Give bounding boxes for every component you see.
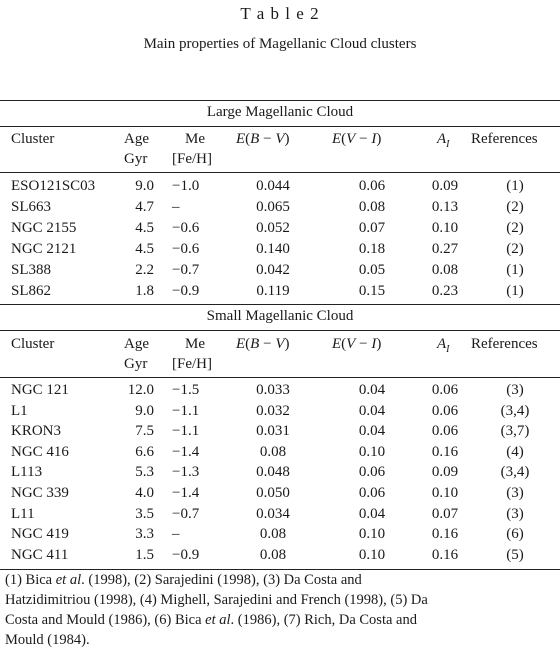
smc-hdr-ref: References (471, 336, 538, 352)
reference-value: (3,4) (500, 464, 530, 481)
lmc-table-row (0, 199, 560, 221)
metallicity-value: −1.4 (172, 485, 200, 501)
lmc-hdr-me: Me (185, 131, 205, 147)
top-rule (0, 100, 560, 101)
ebv-value: 0.065 (256, 199, 290, 215)
age-value: 2.2 (135, 262, 154, 278)
ai-value: 0.23 (431, 283, 459, 299)
evi-value: 0.06 (358, 485, 386, 501)
ebv-value: 0.044 (256, 178, 290, 194)
references-notes: (1) Bica et al. (1998), (2) Sarajedini (1998), (3) Da Costa and Hatzidimitriou (1998), (4) Mighell, Sarajedini and French (1998), (5) Da Costa and Mould (1986), (6) Bica et al. (1986), (7) Rich, Da Costa and Mould (1984). (5, 572, 428, 648)
smc-top-rule (0, 304, 560, 305)
evi-value: 0.18 (358, 241, 386, 257)
reference-value: (6) (506, 526, 524, 543)
lmc-heading: Large Magellanic Cloud (206, 104, 354, 120)
smc-hdr-ai: $A_I$ (437, 336, 450, 355)
age-value: 9.0 (135, 402, 154, 419)
ebv-value: 0.140 (256, 241, 290, 257)
metallicity-value: −1.4 (172, 443, 200, 460)
smc-hdr-cluster: Cluster (11, 336, 55, 352)
cluster-name: L11 (11, 505, 35, 522)
metallicity-value: −1.3 (172, 464, 200, 481)
lmc-heading-rule (0, 126, 560, 127)
ebv-value: 0.033 (256, 382, 290, 398)
ai-value: 0.13 (431, 199, 459, 215)
ai-value: 0.06 (431, 423, 459, 440)
cluster-name: ESO121SC03 (11, 178, 96, 194)
ai-value: 0.09 (431, 178, 459, 194)
metallicity-value: −1.1 (172, 402, 200, 419)
evi-value: 0.06 (358, 464, 386, 481)
ebv-value: 0.08 (259, 443, 287, 460)
ebv-value: 0.08 (259, 526, 287, 543)
ai-value: 0.06 (431, 402, 459, 419)
lmc-hdr-evi (332, 131, 381, 148)
ebv-value: 0.042 (256, 262, 290, 278)
smc-hdr-me: Me (185, 336, 205, 352)
age-value: 3.5 (135, 505, 154, 522)
smc-table-row (0, 423, 560, 445)
evi-value: 0.10 (358, 526, 386, 543)
cluster-name: NGC 411 (11, 546, 69, 563)
ai-value: 0.07 (431, 505, 459, 522)
smc-table-row (0, 485, 560, 507)
cluster-name: NGC 419 (11, 526, 69, 543)
reference-value: (3,7) (500, 423, 530, 440)
metallicity-value: −0.6 (172, 220, 200, 236)
cluster-name: KRON3 (11, 423, 62, 440)
reference-value: (2) (506, 199, 524, 215)
lmc-table-row (0, 241, 560, 263)
ai-value: 0.10 (431, 220, 459, 236)
cluster-name: L1 (11, 402, 28, 419)
smc-hdr-me-unit: [Fe/H] (172, 356, 212, 372)
table-caption: Main properties of Magellanic Cloud clusters (143, 36, 417, 52)
lmc-header-rule (0, 172, 560, 173)
metallicity-value: −1.1 (172, 423, 200, 440)
smc-hdr-evi (332, 336, 381, 353)
smc-heading-rule (0, 330, 560, 331)
age-value: 3.3 (135, 526, 154, 543)
reference-value: (3,4) (500, 402, 530, 419)
metallicity-value: −0.9 (172, 546, 200, 563)
metallicity-value: −0.6 (172, 241, 200, 257)
reference-value: (3) (506, 485, 524, 501)
evi-value: 0.07 (358, 220, 386, 236)
age-value: 7.5 (135, 423, 154, 440)
reference-value: (3) (506, 505, 524, 522)
reference-value: (1) (506, 283, 524, 299)
lmc-table-row (0, 220, 560, 242)
lmc-hdr-age-unit: Gyr (124, 151, 148, 167)
ai-value: 0.27 (431, 241, 459, 257)
ai-value: 0.16 (431, 546, 459, 563)
lmc-hdr-age: Age (124, 131, 149, 147)
smc-table-row (0, 464, 560, 486)
cluster-name: NGC 416 (11, 443, 69, 460)
ebv-value: 0.050 (256, 485, 290, 501)
age-value: 12.0 (127, 382, 154, 398)
ebv-value: 0.034 (256, 505, 290, 522)
ai-value: 0.08 (431, 262, 459, 278)
cluster-name: L113 (11, 464, 43, 481)
smc-table-row (0, 506, 560, 528)
ebv-value: 0.119 (256, 283, 290, 299)
ai-value: 0.06 (431, 382, 459, 398)
smc-hdr-age-unit: Gyr (124, 356, 148, 372)
evi-value: 0.04 (358, 402, 386, 419)
reference-value: (4) (506, 443, 524, 460)
evi-value: 0.04 (358, 382, 386, 398)
evi-value: 0.05 (358, 262, 386, 278)
table-title: T a b l e 2 (240, 4, 320, 23)
age-value: 5.3 (135, 464, 154, 481)
evi-value: 0.04 (358, 423, 386, 440)
ebv-value: 0.08 (259, 546, 287, 563)
ai-value: 0.16 (431, 526, 459, 543)
lmc-table-row (0, 262, 560, 284)
cluster-name: NGC 2155 (11, 220, 77, 236)
ai-value: 0.09 (431, 464, 459, 481)
smc-hdr-age: Age (124, 336, 149, 352)
metallicity-value: – (172, 199, 180, 215)
age-value: 4.7 (135, 199, 154, 215)
ai-value: 0.10 (431, 485, 459, 501)
evi-value: 0.10 (358, 546, 386, 563)
age-value: 1.8 (135, 283, 154, 299)
evi-value: 0.10 (358, 443, 386, 460)
lmc-hdr-ai: $A_I$ (437, 131, 450, 150)
cluster-name: NGC 2121 (11, 241, 77, 257)
evi-value: 0.08 (358, 199, 386, 215)
evi-value: 0.06 (358, 178, 386, 194)
metallicity-value: – (172, 526, 180, 543)
evi-value: 0.04 (358, 505, 386, 522)
smc-hdr-ebv-text: E(B − V) (236, 336, 290, 352)
age-value: 9.0 (135, 178, 154, 194)
reference-value: (2) (506, 220, 524, 236)
smc-table-row (0, 382, 560, 404)
metallicity-value: −0.7 (172, 505, 200, 522)
reference-value: (5) (506, 546, 524, 563)
metallicity-value: −1.0 (172, 178, 200, 194)
smc-table-row (0, 444, 560, 466)
cluster-name: SL663 (11, 199, 52, 215)
smc-hdr-evi-text: E(V − I) (332, 336, 382, 352)
reference-value: (3) (506, 382, 524, 398)
smc-table-row (0, 547, 560, 569)
age-value: 4.0 (135, 485, 154, 501)
ebv-value: 0.052 (256, 220, 290, 236)
lmc-hdr-ref: References (471, 131, 538, 147)
smc-heading: Small Magellanic Cloud (206, 308, 354, 324)
lmc-hdr-ebv (236, 131, 289, 148)
reference-value: (2) (506, 241, 524, 257)
lmc-hdr-cluster: Cluster (11, 131, 55, 147)
smc-header-rule (0, 377, 560, 378)
cluster-name: NGC 121 (11, 382, 69, 398)
reference-value: (1) (506, 262, 524, 278)
cluster-name: SL862 (11, 283, 52, 299)
evi-value: 0.15 (358, 283, 386, 299)
ai-value: 0.16 (431, 443, 459, 460)
smc-table-row (0, 403, 560, 425)
metallicity-value: −0.7 (172, 262, 200, 278)
lmc-hdr-evi-text: E(V − I) (332, 131, 382, 147)
cluster-name: SL388 (11, 262, 52, 278)
ebv-value: 0.031 (256, 423, 290, 440)
age-value: 1.5 (135, 546, 154, 563)
smc-table-row (0, 526, 560, 548)
lmc-table-row (0, 178, 560, 200)
cluster-name: NGC 339 (11, 485, 69, 501)
lmc-hdr-ebv-text: E(B − V) (236, 131, 290, 147)
ebv-value: 0.032 (256, 402, 290, 419)
metallicity-value: −0.9 (172, 283, 200, 299)
smc-hdr-ebv (236, 336, 289, 353)
lmc-hdr-me-unit: [Fe/H] (172, 151, 212, 167)
lmc-table-row (0, 283, 560, 305)
ebv-value: 0.048 (256, 464, 290, 481)
age-value: 6.6 (135, 443, 154, 460)
age-value: 4.5 (135, 241, 154, 257)
metallicity-value: −1.5 (172, 382, 200, 398)
reference-value: (1) (506, 178, 524, 194)
age-value: 4.5 (135, 220, 154, 236)
